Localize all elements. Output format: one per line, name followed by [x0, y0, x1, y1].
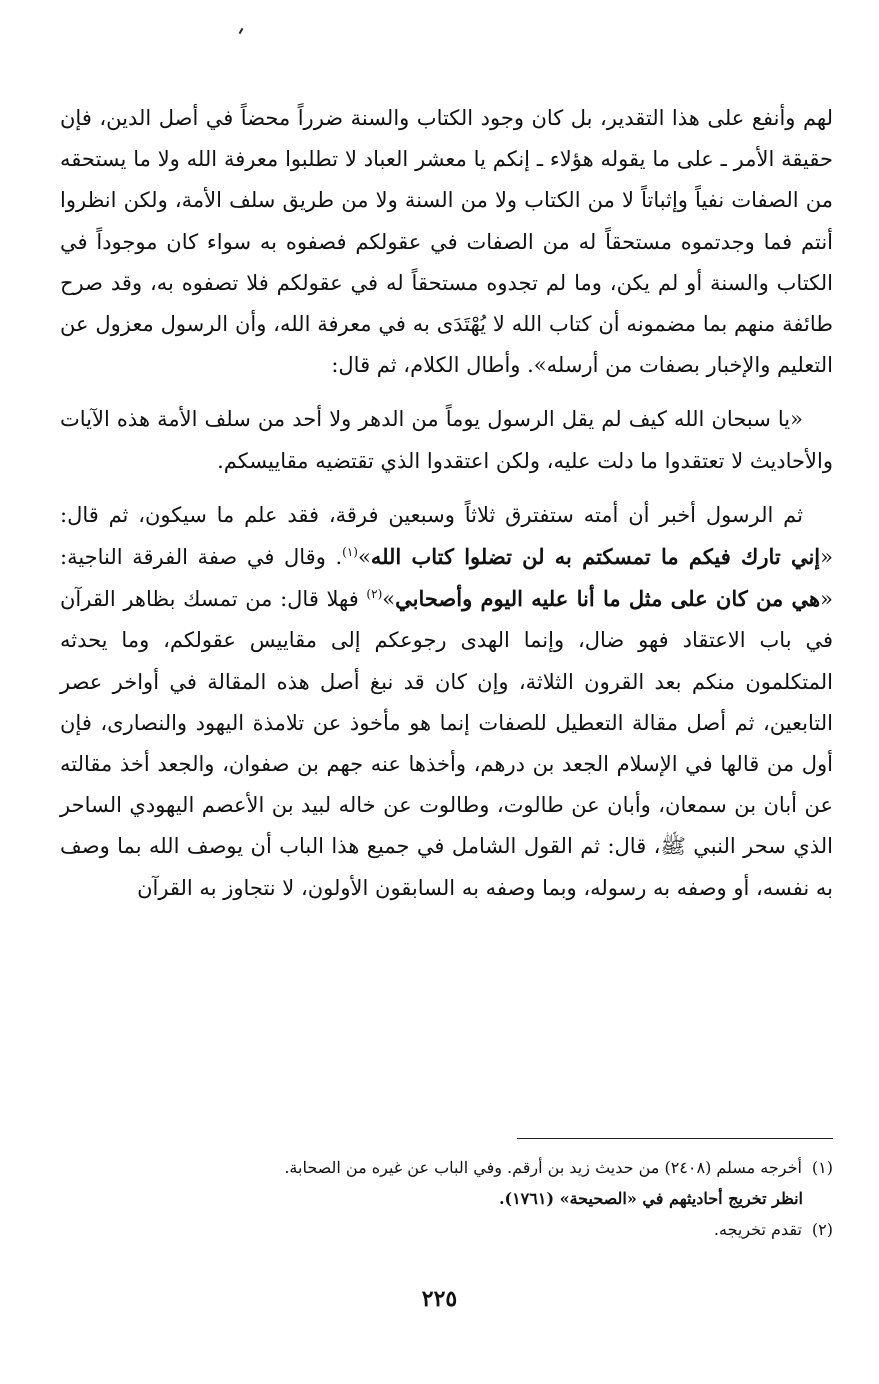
hadith-quote-2: هي من كان على مثل ما أنا عليه اليوم وأصحابي: [395, 586, 821, 612]
footnote-2: [60, 1214, 833, 1245]
paragraph-1: لهم وأنفع على هذا التقدير، بل كان وجود الكتاب والسنة ضرراً محضاً في أصل الدين، فإن حقيقة الأمر ـ على ما يقوله هؤلاء ـ إنكم يا معشر العباد لا تطلبوا معرفة الله ولا ما يستحقه من الصفات نفياً وإثباتاً لا من الكتاب ولا من السنة ولا من طريق سلف الأمة، ولكن انظروا أنتم فما وجدتموه مستحقاً له من الصفات في عقولكم فصفوه به سواء كان موجوداً في الكتاب والسنة أو لم يكن، وما لم تجدوه مستحقاً له في عقولكم فلا تصفوه به، وقد صرح طائفة منهم بما مضمونه أن كتاب الله لا يُهْتَدَى به في معرفة الله، وأن الرسول معزول عن التعليم والإخبار بصفات من أرسله». وأطال الكلام، ثم قال:: [60, 106, 833, 378]
paragraph-3-part-4: »: [382, 587, 396, 612]
footnote-1: [60, 1152, 833, 1183]
footnote-separator: [517, 1138, 833, 1139]
footnote-2-text: تقدم تخريجه.: [713, 1220, 802, 1239]
footnote-2-number: (٢): [811, 1220, 833, 1239]
footnote-ref-1[interactable]: (١): [342, 545, 358, 560]
hadith-quote-1: إني تارك فيكم ما تمسكتم به لن تضلوا كتاب الله: [370, 544, 821, 570]
main-text: [60, 98, 833, 909]
paragraph-2: «يا سبحان الله كيف لم يقل الرسول يوماً من الدهر ولا أحد من سلف الأمة هذه الآيات والأحاديث لا تعتقدوا ما دلت عليه، ولكن اعتقدوا الذي تقتضيه مقاييسكم.: [60, 407, 833, 473]
paragraph-3-part-3: . وقال في صفة الفرقة الناجية: «: [60, 545, 833, 612]
paragraph-3-part-5: فهلا قال: من تمسك بظاهر القرآن في باب الاعتقاد فهو ضال، وإنما الهدى رجوعكم إلى مقاييس عقولكم، وما يحدثه المتكلمون منكم بعد القرون الثلاثة، وإن كان قد نبغ أصل هذه المقالة في أواخر عصر التابعين، ثم أصل مقالة التعطيل للصفات إنما هو مأخوذ عن تلامذة اليهود والنصارى، فإن أول من قالها في الإسلام الجعد بن درهم، وأخذها عنه جهم بن صفوان، والجعد أخذ مقالته عن أبان بن سمعان، وأبان عن طالوت، وطالوت عن خاله لبيد بن الأعصم اليهودي الساحر الذي سحر النبي ﷺ، قال: ثم القول الشامل في جميع هذا الباب أن يوصف الله بما وصف به نفسه، أو وصفه به رسوله، وبما وصفه به السابقون الأولون، لا نتجاوز به القرآن: [60, 587, 834, 900]
paragraph-3-part-1: ثم الرسول أخبر أن أمته ستفترق ثلاثاً وسبعين فرقة، فقد علم ما سيكون، ثم قال: «: [60, 502, 833, 570]
paragraph-3-part-2: »: [357, 545, 371, 570]
footnote-ref-2[interactable]: (٢): [366, 587, 383, 602]
header-mark: [239, 28, 244, 34]
footnotes: [60, 1152, 833, 1245]
page-number: ٢٢٥: [421, 1286, 458, 1312]
footnote-1-continuation: انظر تخريج أحاديثهم في «الصحيحة» (١٧٦١).: [498, 1189, 803, 1208]
paragraph-3: [60, 495, 833, 909]
footnote-1-number: (١): [811, 1158, 833, 1177]
footnote-1-text: أخرجه مسلم (٢٤٠٨) من حديث زيد بن أرقم. وفي الباب عن غيره من الصحابة.: [284, 1158, 802, 1177]
